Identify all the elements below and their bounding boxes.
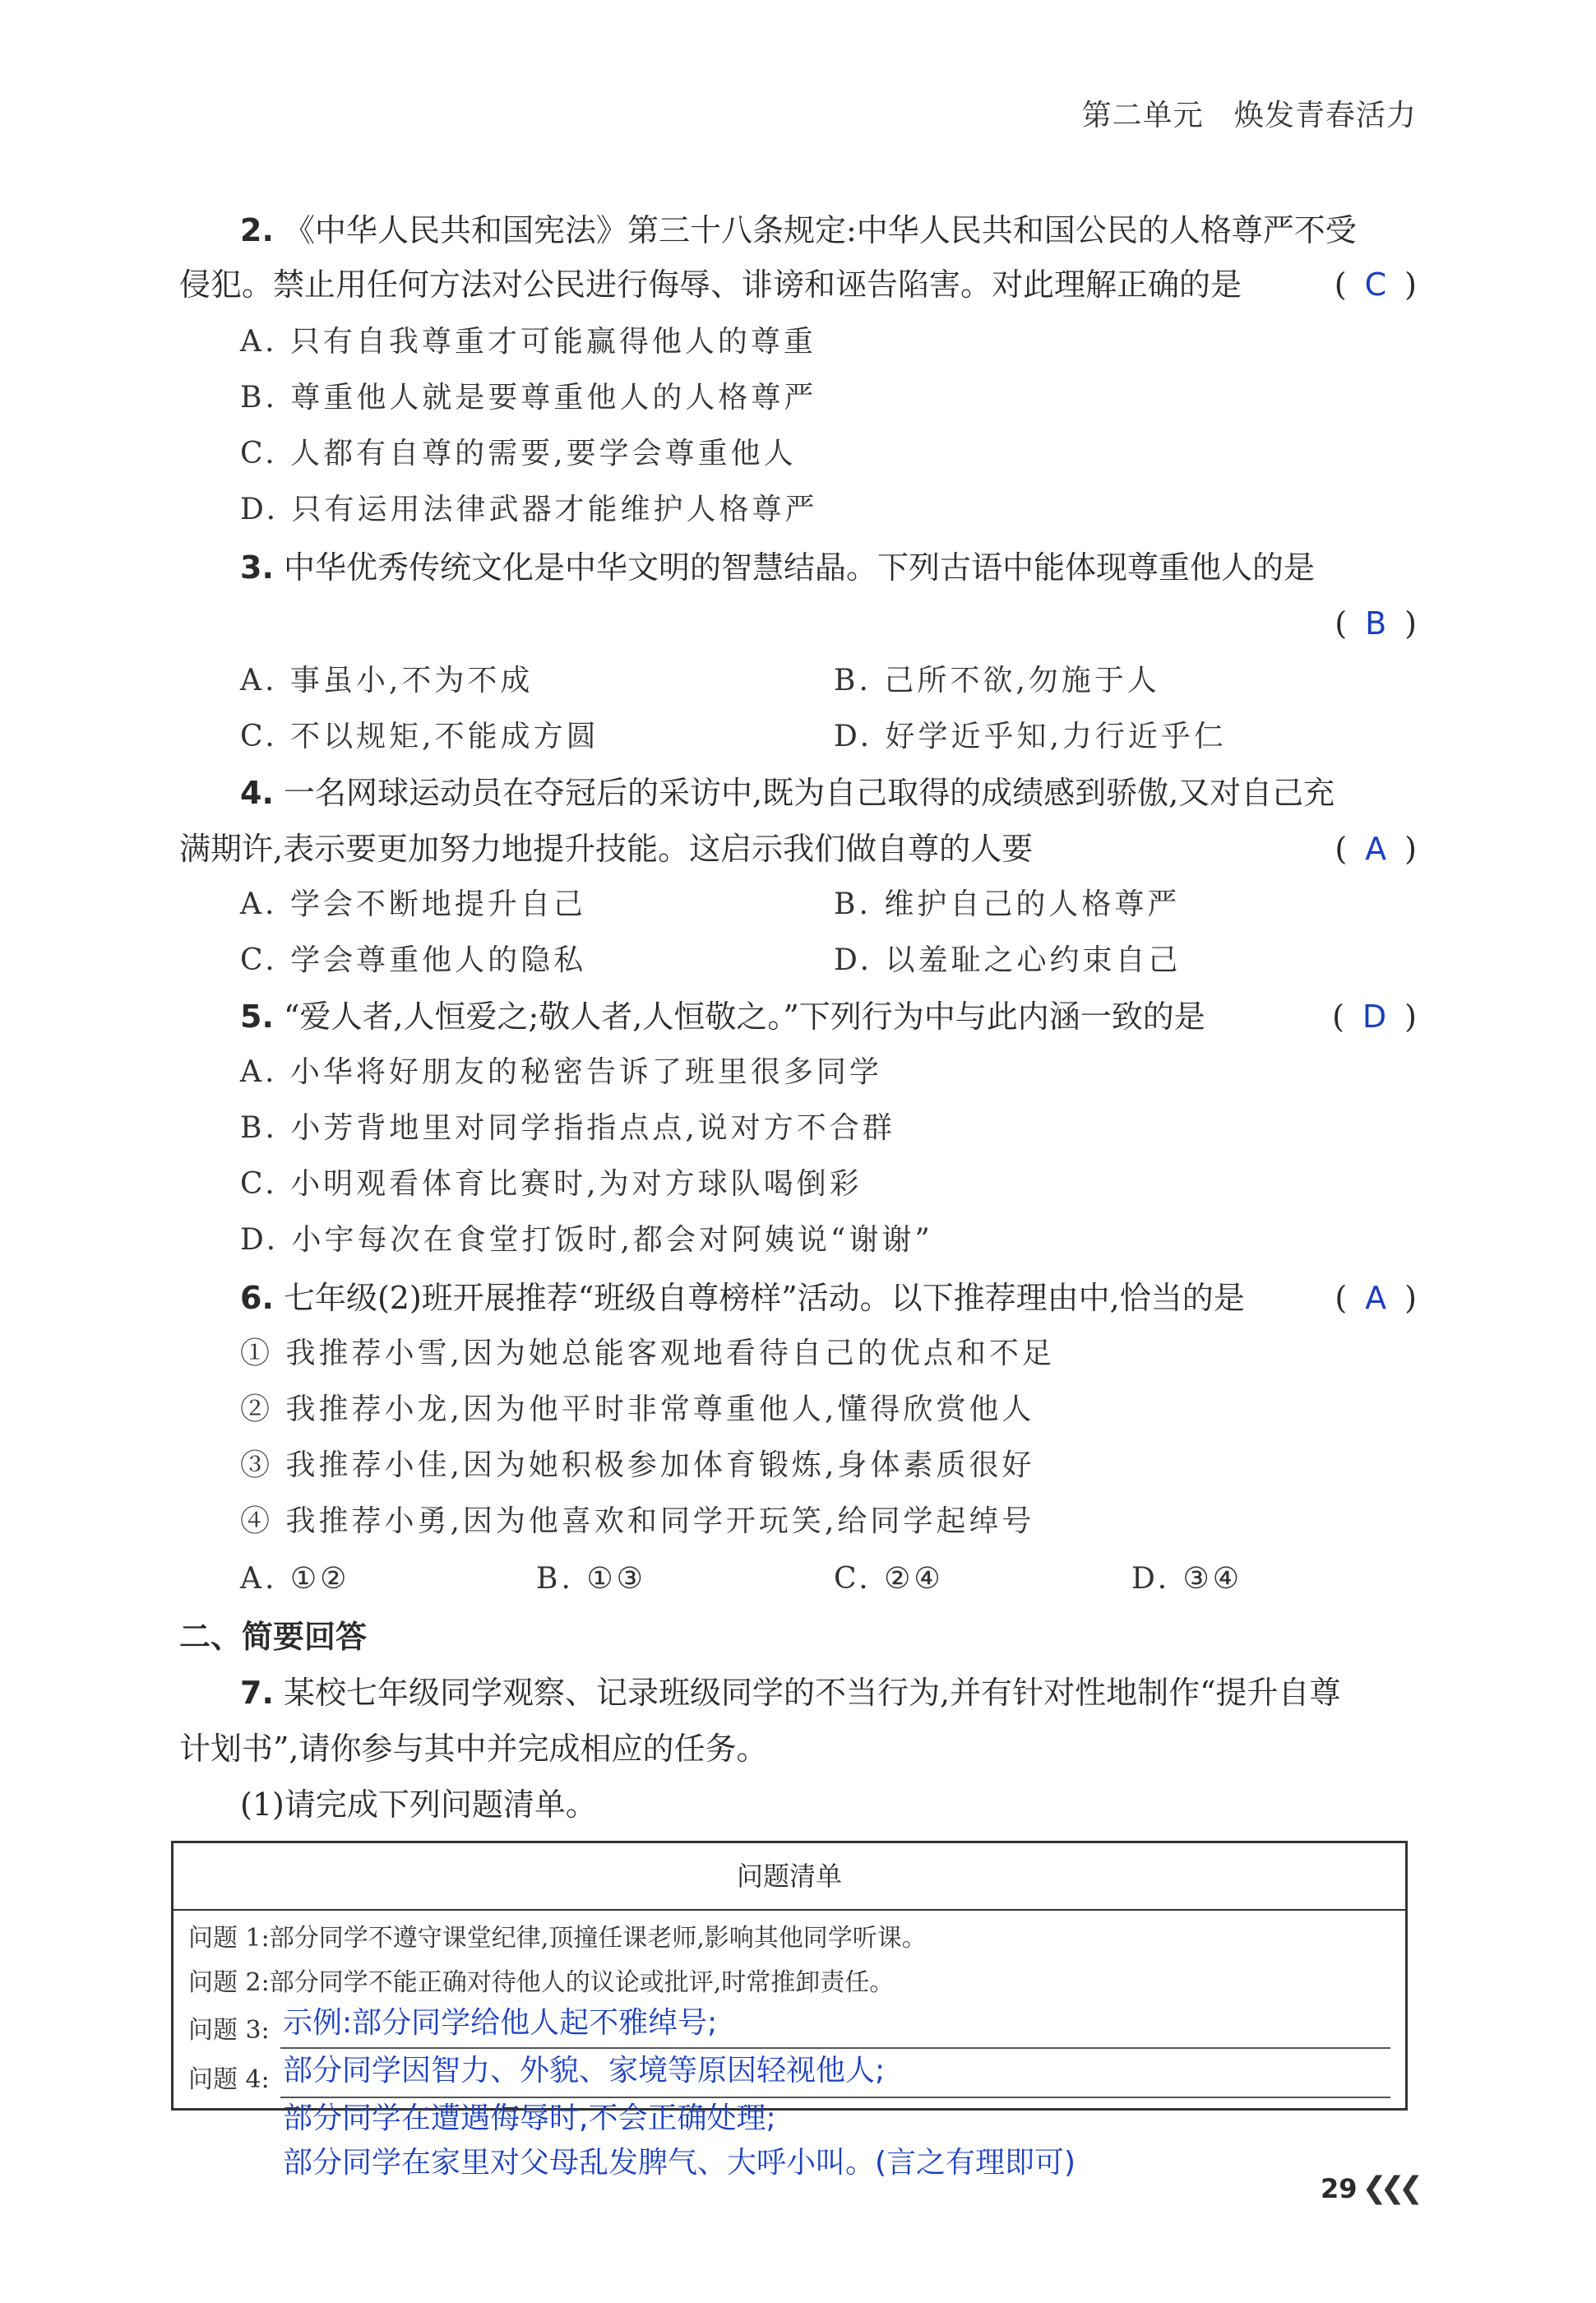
- q7-subquestion-1: (1)请完成下列问题清单。: [240, 1786, 597, 1823]
- table-row-1: 问题 1:部分同学不遵守课堂纪律,顶撞任课老师,影响其他同学听课。: [188, 1924, 927, 1953]
- answer-text-1: 示例:部分同学给他人起不雅绰号;: [283, 2006, 718, 2040]
- table-row-2: 问题 2:部分同学不能正确对待他人的议论或批评,时常推卸责任。: [188, 1968, 895, 1997]
- q2-stem-line1: 2. 《中华人民共和国宪法》第三十八条规定:中华人民共和国公民的人格尊严不受: [240, 212, 1357, 248]
- q6-option-a: A. ①②: [240, 1562, 350, 1596]
- q6-statement-4: ④ 我推荐小勇,因为他喜欢和同学开玩笑,给同学起绰号: [240, 1504, 1035, 1538]
- answer-text-3: 部分同学在遭遇侮辱时,不会正确处理;: [283, 2101, 776, 2135]
- q5-option-b: B. 小芳背地里对同学指指点点,说对方不合群: [240, 1111, 895, 1145]
- table-title: 问题清单: [173, 1843, 1405, 1911]
- q6-stem-line1: 6. 七年级(2)班开展推荐“班级自尊榜样”活动。以下推荐理由中,恰当的是: [240, 1280, 1245, 1316]
- q5-option-d: D. 小宇每次在食堂打饭时,都会对阿姨说“谢谢”: [240, 1223, 933, 1257]
- q7-stem-line2: 计划书”,请你参与其中并完成相应的任务。: [179, 1731, 768, 1767]
- q3-answer: ( B ): [1335, 605, 1417, 642]
- answer-line-3: [280, 2047, 1390, 2049]
- q6-answer: ( A ): [1335, 1280, 1417, 1316]
- unit-label: 第二单元: [1081, 99, 1204, 132]
- q2-option-a: A. 只有自我尊重才可能赢得他人的尊重: [240, 325, 817, 359]
- q6-statement-1: ① 我推荐小雪,因为她总能客观地看待自己的优点和不足: [240, 1337, 1055, 1370]
- q2-option-c: C. 人都有自尊的需要,要学会尊重他人: [240, 437, 797, 470]
- q4-option-d: D. 以羞耻之心约束自己: [834, 943, 1182, 977]
- q4-option-a: A. 学会不断地提升自己: [240, 887, 586, 921]
- q4-stem-line2: 满期许,表示要更加努力地提升技能。这启示我们做自尊的人要: [179, 831, 1034, 867]
- q6-option-b: B. ①③: [536, 1562, 646, 1596]
- q2-stem-line2: 侵犯。禁止用任何方法对公民进行侮辱、诽谤和诬告陷害。对此理解正确的是: [179, 266, 1242, 303]
- q3-option-c: C. 不以规矩,不能成方圆: [240, 720, 599, 753]
- q4-stem-line1: 4. 一名网球运动员在夺冠后的采访中,既为自己取得的成绩感到骄傲,又对自己充: [240, 775, 1335, 811]
- q2-answer: ( C ): [1334, 266, 1417, 303]
- page-header: [1082, 92, 1417, 134]
- q5-stem-line1: 5. “爱人者,人恒爱之;敬人者,人恒敬之。”下列行为中与此内涵一致的是: [240, 999, 1205, 1035]
- q6-statement-3: ③ 我推荐小佳,因为她积极参加体育锻炼,身体素质很好: [240, 1448, 1035, 1482]
- q5-option-c: C. 小明观看体育比赛时,为对方球队喝倒彩: [240, 1167, 863, 1201]
- q2-option-b: B. 尊重他人就是要尊重他人的人格尊严: [240, 381, 817, 415]
- q3-option-d: D. 好学近乎知,力行近乎仁: [834, 720, 1227, 753]
- page-number: [1321, 2171, 1417, 2205]
- q5-answer: ( D ): [1332, 999, 1417, 1035]
- q4-answer: ( A ): [1335, 831, 1417, 867]
- q3-option-a: A. 事虽小,不为不成: [240, 664, 534, 697]
- unit-title: 焕发青春活力: [1233, 99, 1417, 132]
- q3-stem-line1: 3. 中华优秀传统文化是中华文明的智慧结晶。下列古语中能体现尊重他人的是: [240, 549, 1315, 586]
- q6-option-c: C. ②④: [834, 1562, 944, 1596]
- chevron-left-icon: ❮❮❮: [1362, 2171, 1417, 2205]
- q6-option-d: D. ③④: [1131, 1562, 1243, 1596]
- table-row-3-label: 问题 3:: [188, 2016, 270, 2045]
- q6-statement-2: ② 我推荐小龙,因为他平时非常尊重他人,懂得欣赏他人: [240, 1392, 1035, 1426]
- q4-option-c: C. 学会尊重他人的隐私: [240, 943, 587, 977]
- q2-option-d: D. 只有运用法律武器才能维护人格尊严: [240, 493, 818, 526]
- q7-stem-line1: 7. 某校七年级同学观察、记录班级同学的不当行为,并有针对性地制作“提升自尊: [240, 1675, 1341, 1711]
- answer-text-4: 部分同学在家里对父母乱发脾气、大呼小叫。(言之有理即可): [283, 2146, 1076, 2180]
- q4-option-b: B. 维护自己的人格尊严: [834, 887, 1181, 921]
- q3-option-b: B. 己所不欲,勿施于人: [834, 664, 1160, 697]
- table-row-4-label: 问题 4:: [188, 2065, 270, 2094]
- page-number-text: 29: [1320, 2172, 1358, 2204]
- section-heading: 二、简要回答: [179, 1619, 368, 1655]
- answer-text-2: 部分同学因智力、外貌、家境等原因轻视他人;: [283, 2054, 886, 2088]
- q5-option-a: A. 小华将好朋友的秘密告诉了班里很多同学: [240, 1055, 882, 1089]
